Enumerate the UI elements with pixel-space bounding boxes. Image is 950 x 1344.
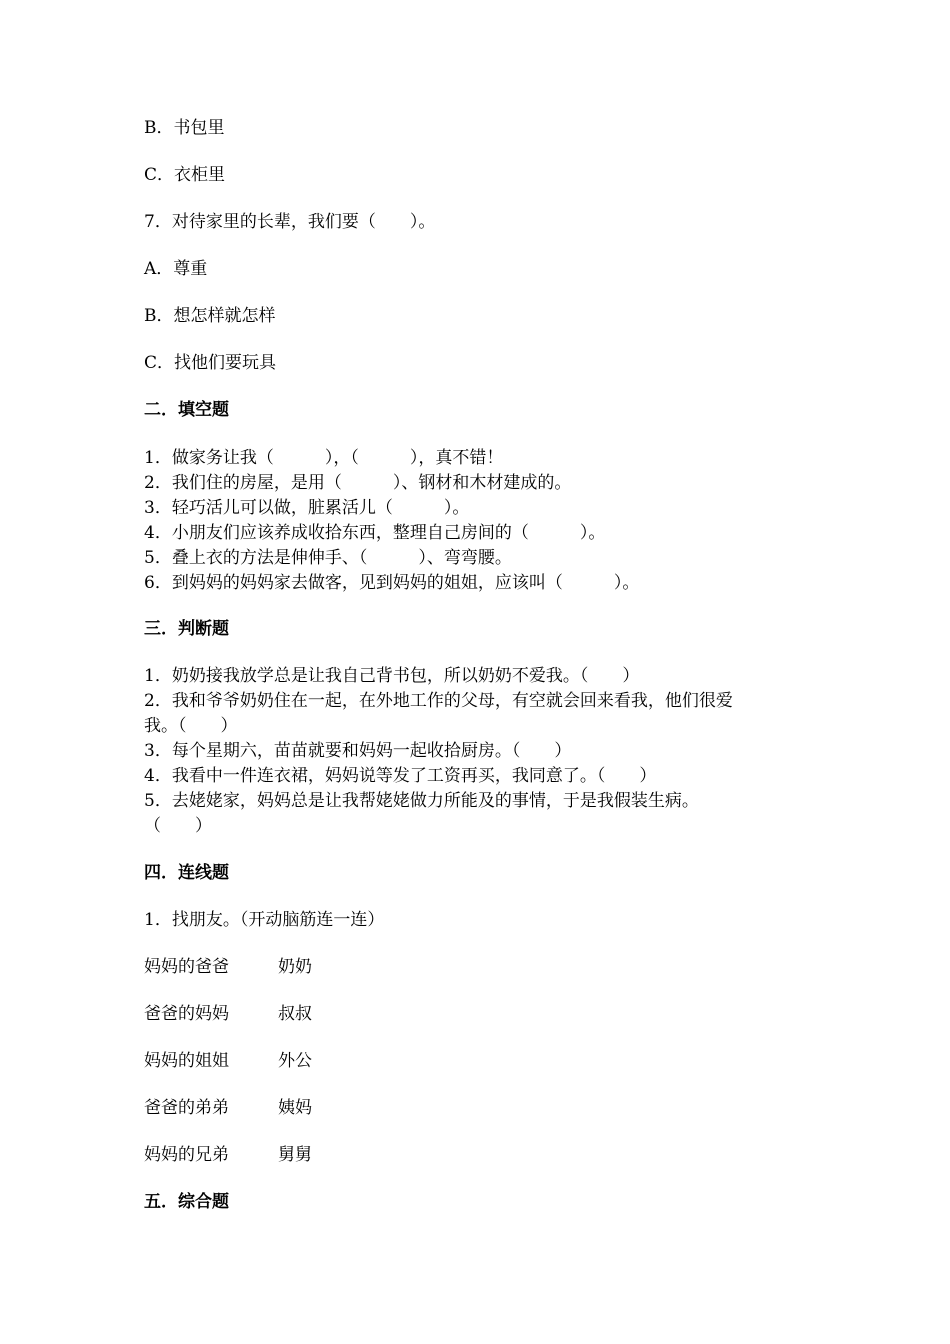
section-2-heading: 二．填空题: [144, 400, 229, 420]
match-left: 妈妈的兄弟: [144, 1145, 229, 1165]
match-left: 爸爸的弟弟: [144, 1098, 229, 1118]
fill-item-4: 4．小朋友们应该养成收拾东西，整理自己房间的（ ）。: [144, 523, 606, 543]
fill-item-5: 5．叠上衣的方法是伸伸手、（ ）、弯弯腰。: [144, 548, 512, 568]
judge-item-2: 2．我和爷爷奶奶住在一起，在外地工作的父母，有空就会回来看我，他们很爱: [144, 691, 733, 711]
judge-item-5: 5．去姥姥家，妈妈总是让我帮姥姥做力所能及的事情，于是我假装生病。: [144, 791, 699, 811]
option-c-q7: C．找他们要玩具: [144, 353, 277, 373]
judge-item-4: 4．我看中一件连衣裙，妈妈说等发了工资再买，我同意了。（ ）: [144, 766, 657, 786]
question-7-stem: 7．对待家里的长辈，我们要（ ）。: [144, 212, 436, 232]
match-pair: [144, 1144, 312, 1166]
match-left: 妈妈的爸爸: [144, 957, 229, 977]
match-pair: [144, 1050, 312, 1072]
match-right: 姨妈: [278, 1098, 312, 1118]
match-question-1: 1．找朋友。（开动脑筋连一连）: [144, 910, 385, 930]
judge-item-1: 1．奶奶接我放学总是让我自己背书包，所以奶奶不爱我。（ ）: [144, 666, 640, 686]
match-left: 爸爸的妈妈: [144, 1004, 229, 1024]
judge-item-3: 3．每个星期六，苗苗就要和妈妈一起收拾厨房。（ ）: [144, 741, 572, 761]
fill-item-3: 3．轻巧活儿可以做，脏累活儿（ ）。: [144, 498, 470, 518]
section-4-heading: 四．连线题: [144, 863, 229, 883]
match-right: 叔叔: [278, 1004, 312, 1024]
match-right: 奶奶: [278, 957, 312, 977]
option-a-q7: A．尊重: [144, 259, 208, 279]
match-left: 妈妈的姐姐: [144, 1051, 229, 1071]
match-pair: [144, 956, 312, 978]
option-c-q6: C．衣柜里: [144, 165, 226, 185]
match-pair: [144, 1003, 312, 1025]
fill-item-2: 2．我们住的房屋，是用（ ）、钢材和木材建成的。: [144, 473, 572, 493]
section-5-heading: 五．综合题: [144, 1192, 229, 1212]
section-3-heading: 三．判断题: [144, 619, 229, 639]
match-right: 外公: [278, 1051, 312, 1071]
match-right: 舅舅: [278, 1145, 312, 1165]
fill-item-1: 1．做家务让我（ ），（ ），真不错！: [144, 448, 504, 468]
judge-item-5-cont: （ ）: [144, 816, 212, 836]
option-b-q6: B．书包里: [144, 118, 225, 138]
fill-item-6: 6．到妈妈的妈妈家去做客，见到妈妈的姐姐，应该叫（ ）。: [144, 573, 640, 593]
match-pair: [144, 1097, 312, 1119]
judge-item-2-cont: 我。（ ）: [144, 716, 238, 736]
option-b-q7: B．想怎样就怎样: [144, 306, 276, 326]
